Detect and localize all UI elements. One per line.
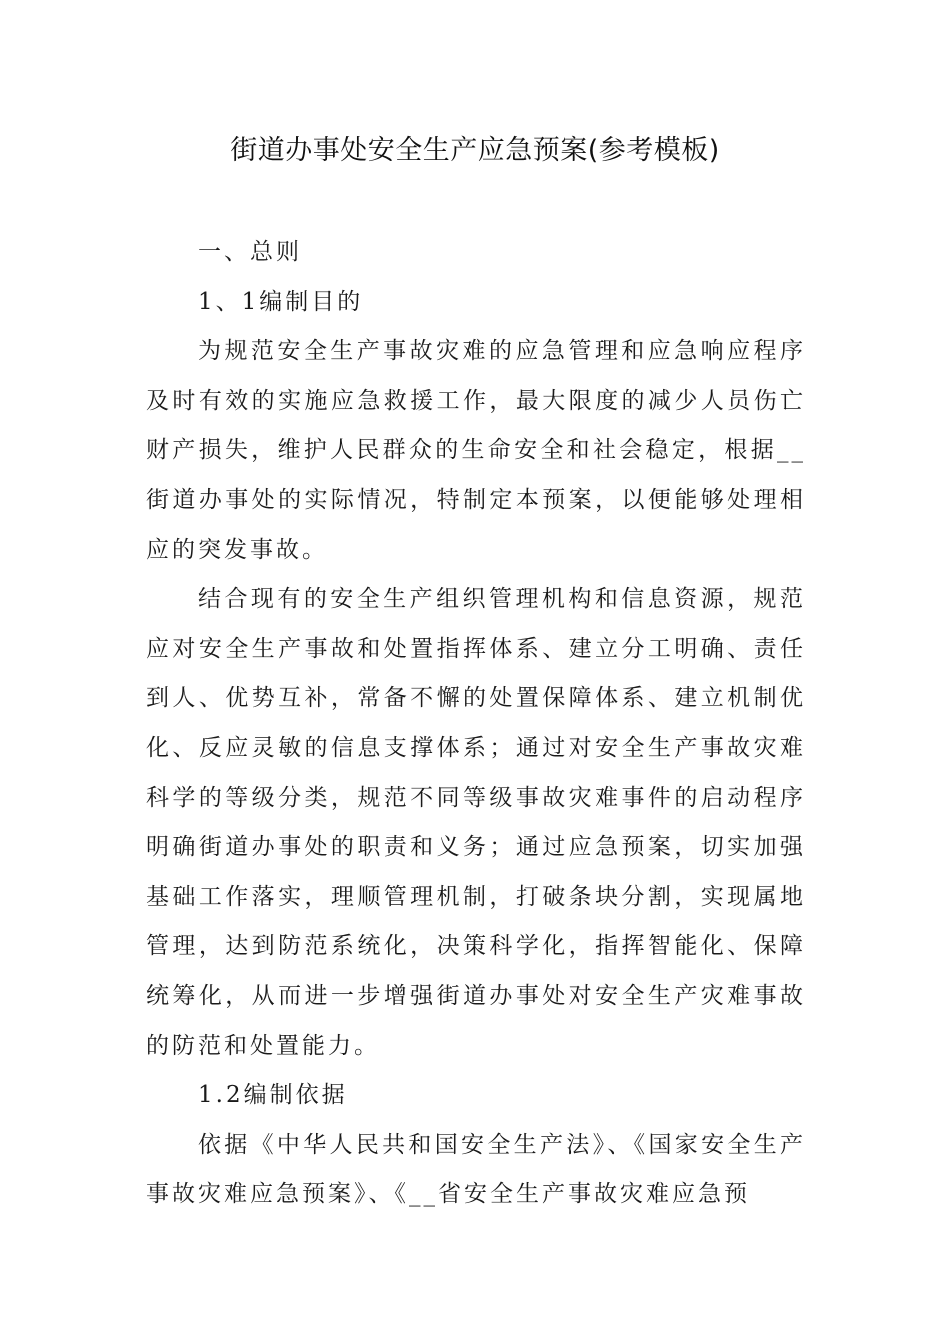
document-body	[146, 228, 806, 1220]
document-title: 街道办事处安全生产应急预案(参考模板)	[230, 135, 720, 166]
subsection-heading-basis: 1.2编制依据	[198, 1082, 348, 1109]
paragraph-basis: 依据《中华人民共和国安全生产法》、《国家安全生产事故灾难应急预案》、《__省安全生产事故灾难应急预	[146, 1131, 806, 1208]
paragraph-system: 结合现有的安全生产组织管理机构和信息资源，规范应对安全生产事故和处置指挥体系、建立分工明确、责任到人、优势互补，常备不懈的处置保障体系、建立机制优化、反应灵敏的信息支撑体系；通过对安全生产事故灾难科学的等级分类，规范不同等级事故灾难事件的启动程序明确街道办事处的职责和义务；通过应急预案，切实加强基础工作落实，理顺管理机制，打破条块分割，实现属地管理，达到防范系统化，决策科学化，指挥智能化、保障统筹化，从而进一步增强街道办事处对安全生产灾难事故的防范和处置能力。	[146, 586, 806, 1059]
paragraph-purpose: 为规范安全生产事故灾难的应急管理和应急响应程序及时有效的实施应急救援工作，最大限度的减少人员伤亡财产损失，维护人民群众的生命安全和社会稳定，根据__街道办事处的实际情况，特制定本预案，以便能够处理相应的突发事故。	[146, 338, 806, 563]
subsection-heading-purpose: 1、1编制目的	[198, 288, 364, 315]
section-heading-general: 一、总则	[198, 239, 302, 265]
